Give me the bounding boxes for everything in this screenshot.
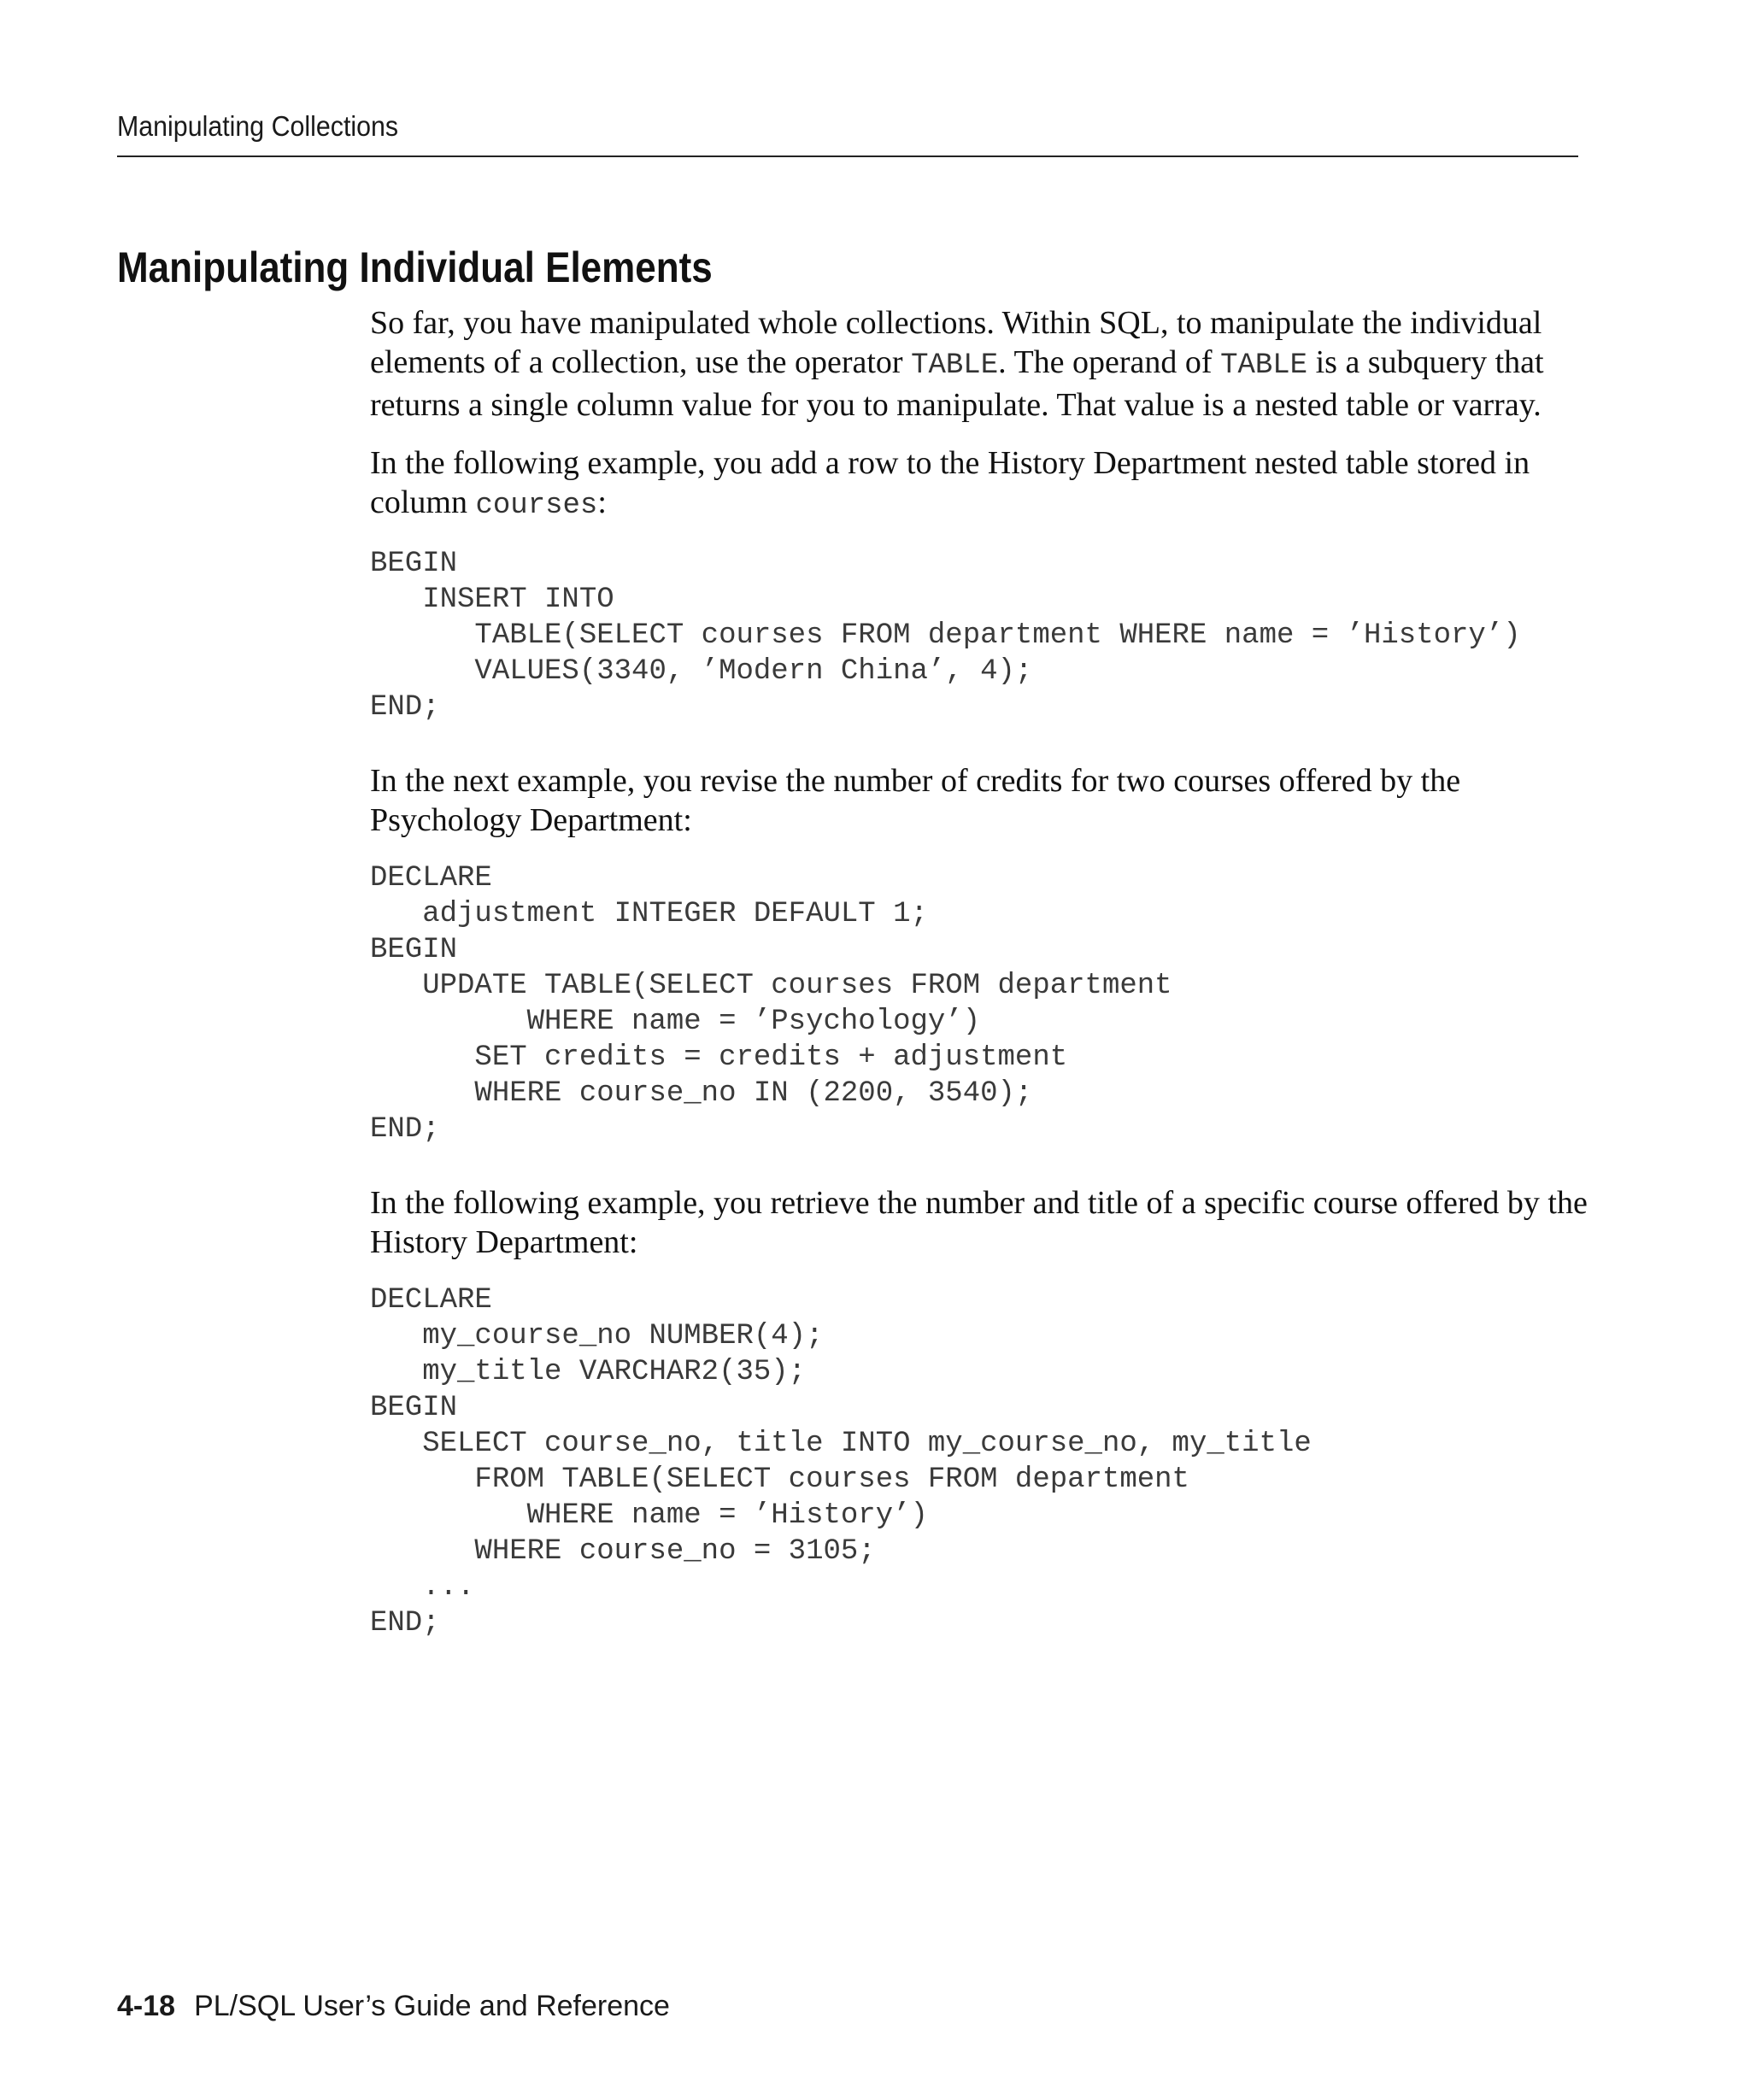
section-title: Manipulating Individual Elements (117, 243, 713, 291)
code-example-insert: BEGIN INSERT INTO TABLE(SELECT courses FROM department WHERE name = ’History’) VALUES(3340, ’Modern China’, 4); END; (370, 548, 1521, 724)
running-footer (117, 1989, 670, 2023)
header-rule (117, 155, 1578, 157)
spacer (370, 525, 1592, 546)
inline-code-table: TABLE (911, 349, 999, 382)
text-run: : (597, 484, 607, 520)
spacer (370, 1262, 1592, 1282)
code-example-update: DECLARE adjustment INTEGER DEFAULT 1; BEGIN UPDATE TABLE(SELECT courses FROM department WHERE name = ’Psychology’) SET credits = credits + adjustment WHERE course_no IN (2200, 3540); END; (370, 862, 1172, 1146)
inline-code-table: TABLE (1220, 349, 1308, 382)
text-run: is a subquery that returns a single column value for you to manipulate. That value is a nested table or varray. (370, 344, 1544, 423)
text-run: So far, you have manipulated whole collections. Within SQL, to manipulate the individual elements of a collection, use the operator (370, 305, 1542, 380)
text-run: . The operand of (998, 344, 1221, 380)
spacer (370, 425, 1592, 443)
book-title: PL/SQL User’s Guide and Reference (194, 1990, 670, 2022)
example-intro-select: In the following example, you retrieve the number and title of a specific course offered by the History Department: (370, 1185, 1588, 1260)
inline-code-courses: courses (475, 490, 598, 522)
spacer (370, 1147, 1592, 1183)
running-header: Manipulating Collections (117, 110, 399, 142)
code-example-select: DECLARE my_course_no NUMBER(4); my_title VARCHAR2(35); BEGIN SELECT course_no, title INTO my_course_no, my_title FROM TABLE(SELECT courses FROM department WHERE name = ’History’) WHERE course_no = 3105; ... END; (370, 1284, 1312, 1640)
spacer (370, 725, 1592, 761)
intro-paragraph (370, 303, 1592, 425)
example-intro-insert (370, 443, 1592, 525)
example-intro-update: In the next example, you revise the number of credits for two courses offered by the Psychology Department: (370, 763, 1461, 838)
section-body (370, 303, 1592, 1641)
text-run: In the following example, you add a row to the History Department nested table stored in column (370, 445, 1530, 520)
spacer (370, 840, 1592, 860)
page-number: 4-18 (117, 1990, 176, 2022)
